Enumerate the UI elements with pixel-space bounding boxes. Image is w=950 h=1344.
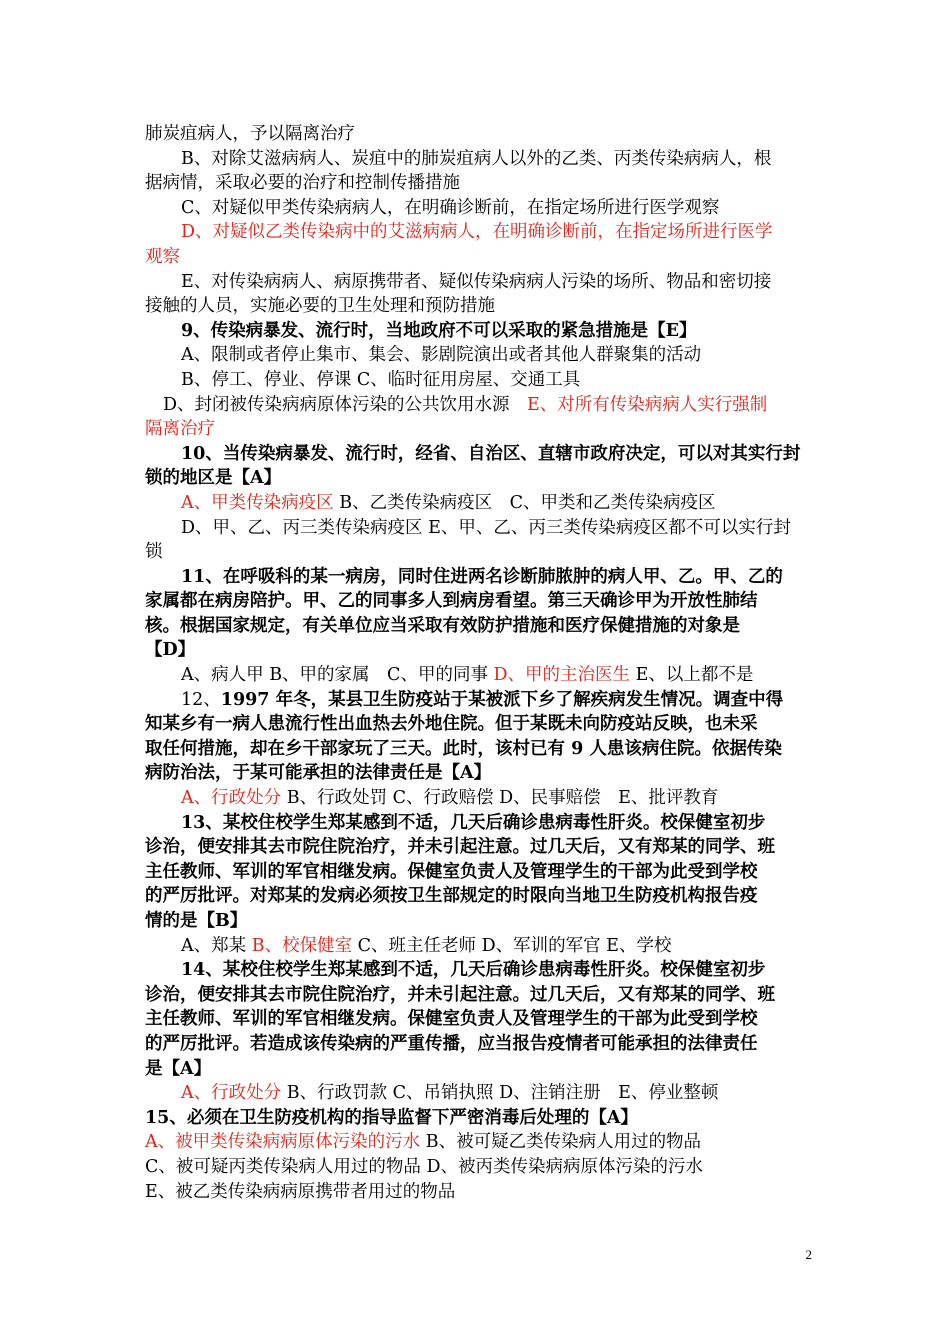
answer-text: 观察	[145, 246, 180, 267]
text: D、甲、乙、丙三类传染病疫区 E、甲、乙、丙三类传染病疫区都不可以实行封	[181, 517, 791, 538]
question-12	[145, 688, 807, 713]
answer-text: B、校保健室	[251, 935, 353, 956]
text: B、行政罚款 C、吊销执照 D、注销注册 E、停业整顿	[281, 1083, 719, 1104]
question-text: 诊治，便安排其去市院住院治疗，并未引起注意。过几天后，又有郑某的同学、班	[145, 984, 775, 1005]
text: E、被乙类传染病病原携带者用过的物品	[145, 1181, 456, 1202]
text: B、被可疑乙类传染病人用过的物品	[420, 1132, 702, 1153]
option-line	[145, 491, 807, 516]
question-text: 主任教师、军训的军官相继发病。保健室负责人及管理学生的干部为此受到学校	[145, 1009, 758, 1030]
text: B、行政处罚 C、行政赔偿 D、民事赔偿 E、批评教育	[281, 788, 719, 809]
option-line	[145, 663, 807, 688]
question-text: 情的是【B】	[145, 911, 248, 931]
text: 接触的人员，实施必要的卫生处理和预防措施	[145, 296, 495, 317]
question-text: 家属都在病房陪护。甲、乙的同事多人到病房看望。第三天确诊甲为开放性肺结	[145, 591, 758, 612]
question-text: 【D】	[145, 640, 196, 661]
option-line	[145, 786, 807, 811]
text: B、停工、停业、停课 C、临时征用房屋、交通工具	[181, 369, 581, 390]
answer-line	[145, 417, 807, 442]
option-line	[145, 1130, 807, 1155]
text-line	[145, 122, 807, 147]
question-text: 10、当传染病暴发、流行时，经省、自治区、直辖市政府决定，可以对其实行封	[181, 443, 801, 464]
question-12-cont	[145, 737, 807, 762]
question-12-cont	[145, 761, 807, 786]
text: C、对疑似甲类传染病病人，在明确诊断前，在指定场所进行医学观察	[181, 197, 720, 218]
question-text: 9、传染病暴发、流行时，当地政府不可以采取的紧急措施是【E】	[181, 320, 697, 341]
question-text: 取任何措施，却在乡干部家玩了三天。此时，该村已有 9 人患该病住院。依据传染	[145, 738, 782, 759]
question-text: 15、必须在卫生防疫机构的指导监督下严密消毒后处理的【A】	[145, 1107, 638, 1128]
text: C、班主任老师 D、军训的军官 E、学校	[352, 935, 672, 956]
question-11-cont	[145, 614, 807, 639]
text: A、病人甲 B、甲的家属 C、甲的同事	[181, 665, 494, 686]
question-11	[145, 565, 807, 590]
document-body	[145, 122, 807, 1204]
option-line	[145, 1081, 807, 1106]
question-13-cont	[145, 884, 807, 909]
question-12-cont	[145, 712, 807, 737]
question-11-cont	[145, 638, 807, 663]
question-14-cont	[145, 1032, 807, 1057]
question-text: 病防治法，于某可能承担的法律责任是【A】	[145, 763, 492, 784]
question-text: 锁的地区是【A】	[145, 468, 282, 489]
option-line	[145, 516, 807, 541]
question-text: 是【A】	[145, 1058, 212, 1079]
answer-line	[145, 220, 807, 245]
question-text: 知某乡有一病人患流行性出血热去外地住院。但于某既未向防疫站反映，也未采	[145, 714, 758, 735]
question-14-cont	[145, 983, 807, 1008]
text-line	[145, 540, 807, 565]
text: 锁	[145, 542, 163, 563]
question-text: 主任教师、军训的军官相继发病。保健室负责人及管理学生的干部为此受到学校	[145, 861, 758, 882]
option-line	[145, 343, 807, 368]
text: A、郑某	[181, 935, 252, 956]
answer-text: D、甲的主治医生	[493, 665, 631, 686]
question-9	[145, 319, 807, 344]
text: 据病情，采取必要的治疗和控制传播措施	[145, 173, 460, 194]
question-13-cont	[145, 835, 807, 860]
answer-line	[145, 245, 807, 270]
option-line	[145, 1180, 807, 1205]
question-15	[145, 1106, 807, 1131]
question-14	[145, 958, 807, 983]
question-14-cont	[145, 1007, 807, 1032]
text: E、对传染病病人、病原携带者、疑似传染病病人污染的场所、物品和密切接	[181, 271, 772, 292]
question-text: 诊治，便安排其去市院住院治疗，并未引起注意。过几天后，又有郑某的同学、班	[145, 837, 775, 858]
question-text: 核。根据国家规定，有关单位应当采取有效防护措施和医疗保健措施的对象是	[145, 615, 740, 636]
option-line	[145, 196, 807, 221]
text-line	[145, 294, 807, 319]
answer-text: D、对疑似乙类传染病中的艾滋病病人，在明确诊断前，在指定场所进行医学	[181, 222, 773, 243]
option-line	[145, 368, 807, 393]
question-11-cont	[145, 589, 807, 614]
answer-text: E、对所有传染病病人实行强制	[527, 394, 768, 415]
text-line	[145, 171, 807, 196]
question-text: 1997 年冬，某县卫生防疫站于某被派下乡了解疾病发生情况。调查中得	[220, 689, 784, 710]
question-text: 13、某校住校学生郑某感到不适，几天后确诊患病毒性肝炎。校保健室初步	[181, 812, 766, 833]
answer-text: A、行政处分	[181, 788, 282, 809]
option-line	[145, 1155, 807, 1180]
text: B、对除艾滋病病人、炭疽中的肺炭疽病人以外的乙类、丙类传染病病人，根	[181, 148, 772, 169]
question-text: 的严厉批评。若造成该传染病的严重传播，应当报告疫情者可能承担的法律责任	[145, 1033, 758, 1054]
question-text: 的严厉批评。对郑某的发病必须按卫生部规定的时限向当地卫生防疫机构报告疫	[145, 886, 758, 907]
answer-text: A、甲类传染病疫区	[181, 492, 334, 513]
text: D、封闭被传染病病原体污染的公共饮用水源	[163, 394, 510, 415]
question-10-cont	[145, 466, 807, 491]
text: E、以上都不是	[630, 665, 754, 686]
question-13-cont	[145, 909, 807, 934]
text: B、乙类传染病疫区 C、甲类和乙类传染病疫区	[333, 492, 716, 513]
option-line	[145, 393, 807, 418]
text: 肺炭疽病人，予以隔离治疗	[145, 124, 355, 144]
answer-text: A、被甲类传染病病原体污染的污水	[145, 1132, 421, 1153]
text: A、限制或者停止集市、集会、影剧院演出或者其他人群聚集的活动	[181, 345, 702, 366]
question-number: 12、	[181, 689, 221, 710]
option-line	[145, 147, 807, 172]
text: C、被可疑丙类传染病人用过的物品 D、被丙类传染病病原体污染的污水	[145, 1156, 703, 1177]
answer-text: 隔离治疗	[145, 419, 215, 440]
question-13	[145, 811, 807, 836]
question-13-cont	[145, 860, 807, 885]
answer-text: A、行政处分	[181, 1083, 282, 1104]
question-14-cont	[145, 1057, 807, 1082]
question-10	[145, 442, 807, 467]
option-line	[145, 934, 807, 959]
page-number: 2	[805, 1247, 812, 1262]
question-text: 14、某校住校学生郑某感到不适，几天后确诊患病毒性肝炎。校保健室初步	[181, 960, 766, 981]
question-text: 11、在呼吸科的某一病房，同时住进两名诊断肺脓肿的病人甲、乙。甲、乙的	[181, 566, 783, 587]
option-line	[145, 270, 807, 295]
